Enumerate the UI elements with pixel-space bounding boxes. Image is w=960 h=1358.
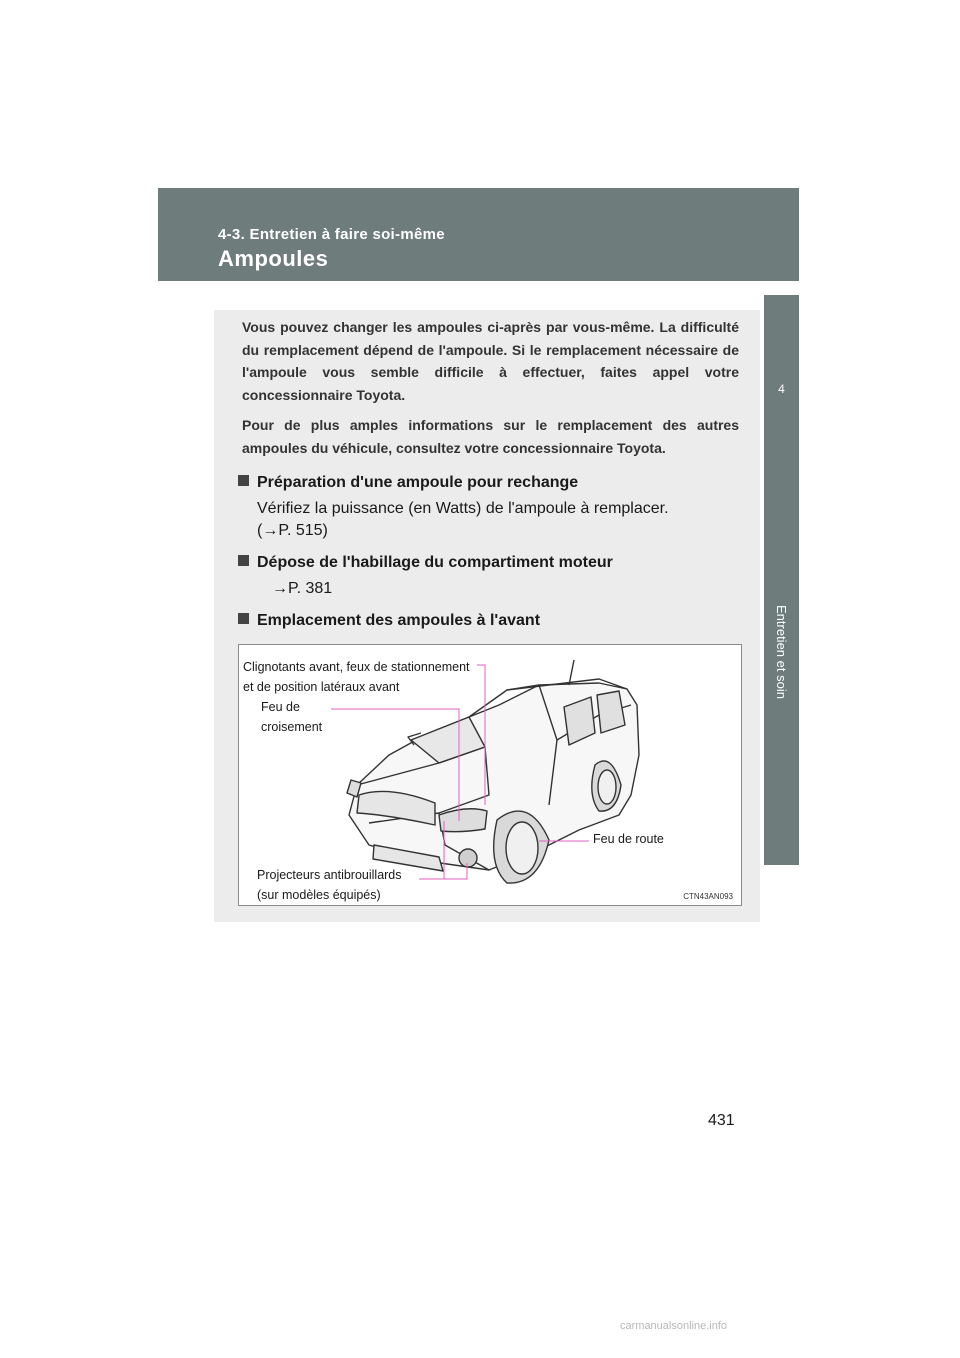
callout-clignotants: Clignotants avant, feux de stationnement et de position latéraux avant [243,660,470,694]
figure-code: CTN43AN093 [683,892,733,901]
item-heading-emplacement: Emplacement des ampoules à l'avant [238,612,540,630]
callout-projecteurs-antibrouillards: Projecteurs antibrouillards (sur modèles équipés) [257,868,402,902]
page-title: Ampoules [218,246,329,271]
callout-feu-de-route: Feu de route [593,832,664,846]
callout-feu-de-croisement: Feu de croisement [261,700,323,734]
bulb-location-figure [238,644,742,906]
intro-text [242,316,739,467]
item-body-preparation-2[interactable]: (→P. 515) [257,522,328,539]
chapter-label: Entretien et soin [774,605,789,699]
intro-paragraph-1: Vous pouvez changer les ampoules ci-après par vous-même. La difficulté du remplacement dépend de l'ampoule. Si le remplacement nécessaire de l'ampoule vous semble difficile à effectuer, faites appel votre concessionnaire Toyota. [242,319,739,403]
item-body-preparation-1: Vérifiez la puissance (en Watts) de l'ampoule à remplacer. [257,500,669,517]
page-number: 431 [708,1112,735,1129]
chapter-number: 4 [778,382,785,396]
square-bullet-icon [238,475,249,486]
item-heading-depose: Dépose de l'habillage du compartiment moteur [238,554,613,572]
content-panel [214,310,760,922]
square-bullet-icon [238,555,249,566]
intro-paragraph-2: Pour de plus amples informations sur le remplacement des autres ampoules du véhicule, consultez votre concessionnaire Toyota. [242,417,739,456]
watermark: carmanualsonline.info [620,1320,728,1332]
section-header [158,188,799,281]
item-body-depose[interactable]: →P. 381 [272,580,333,597]
item-heading-preparation: Préparation d'une ampoule pour rechange [238,474,578,492]
chapter-side-tab[interactable] [764,295,799,865]
square-bullet-icon [238,613,249,624]
section-title: 4-3. Entretien à faire soi-même [218,226,445,243]
